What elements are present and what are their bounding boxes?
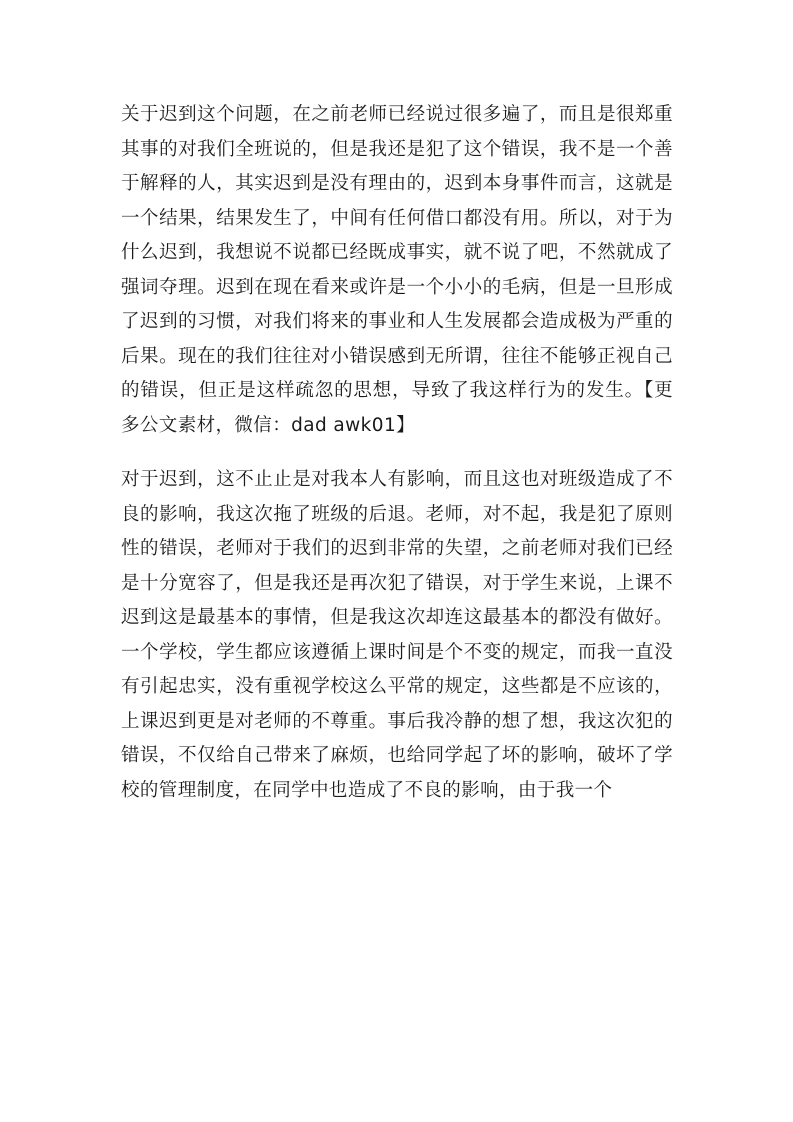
document-body: [121, 98, 673, 808]
paragraph-1: 关于迟到这个问题，在之前老师已经说过很多遍了，而且是很郑重其事的对我们全班说的，但是我还是犯了这个错误，我不是一个善于解释的人，其实迟到是没有理由的，迟到本身事件而言，这就是一个结果，结果发生了，中间有任何借口都没有用。所以，对于为什么迟到，我想说不说都已经既成事实，就不说了吧，不然就成了强词夺理。迟到在现在看来或许是一个小小的毛病，但是一旦形成了迟到的习惯，对我们将来的事业和人生发展都会造成极为严重的后果。现在的我们往往对小错误感到无所谓，往往不能够正视自己的错误，但正是这样疏忽的思想，导致了我这样行为的发生。【更多公文素材，微信：dad awk01】: [121, 104, 673, 436]
paragraph-2: 对于迟到，这不止止是对我本人有影响，而且这也对班级造成了不良的影响，我这次拖了班级的后退。老师，对不起，我是犯了原则性的错误，老师对于我们的迟到非常的失望，之前老师对我们已经是十分宽容了，但是我还是再次犯了错误，对于学生来说，上课不迟到这是最基本的事情，但是我这次却连这最基本的都没有做好。一个学校，学生都应该遵循上课时间是个不变的规定，而我一直没有引起忠实，没有重视学校这么平常的规定，这些都是不应该的，上课迟到更是对老师的不尊重。事后我冷静的想了想，我这次犯的错误，不仅给自己带来了麻烦，也给同学起了坏的影响，破坏了学校的管理制度，在同学中也造成了不良的影响，由于我一个: [121, 469, 673, 801]
